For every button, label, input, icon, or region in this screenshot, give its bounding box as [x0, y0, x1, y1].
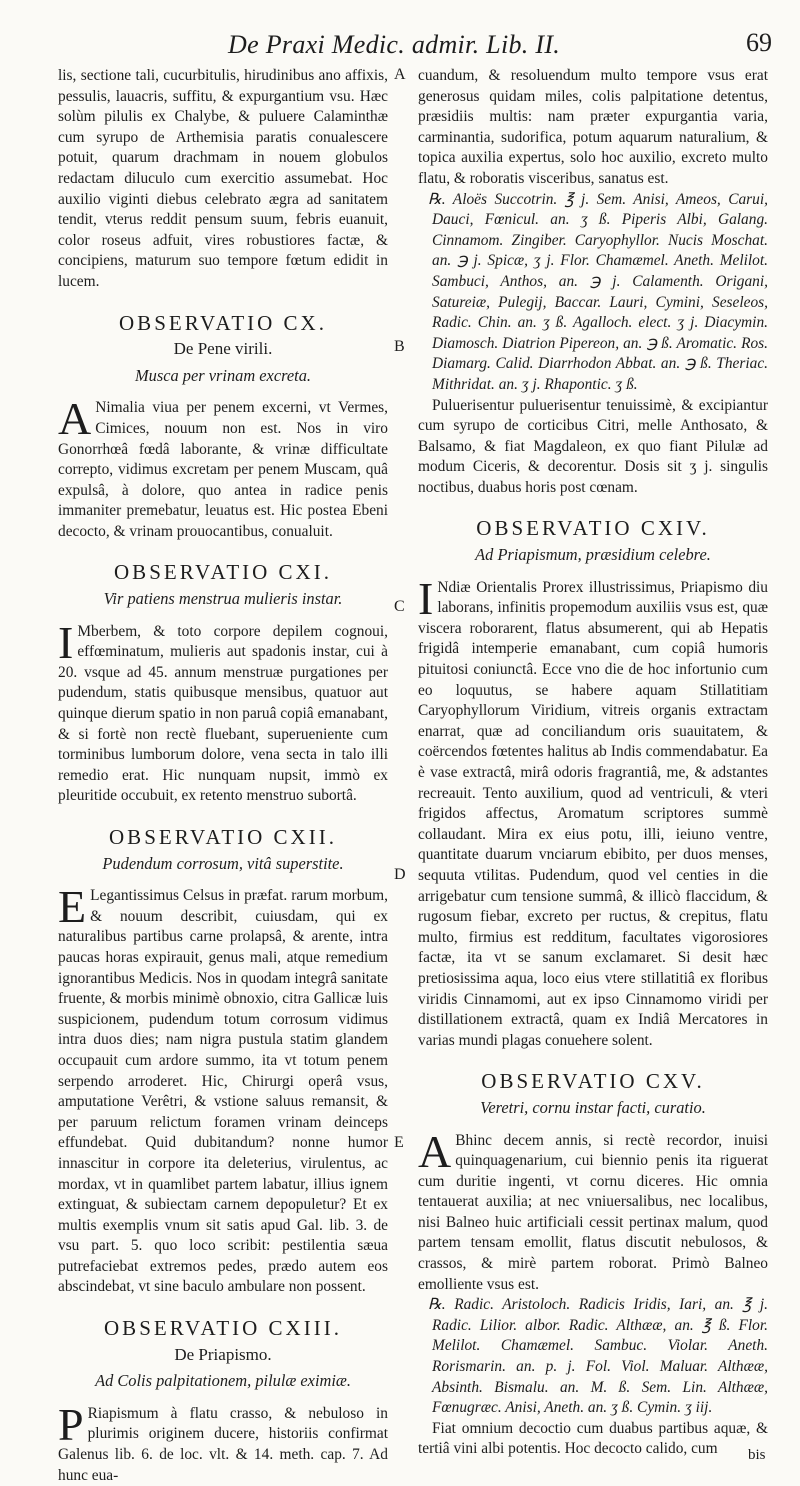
- observation-113-heading: Ad Colis palpitationem, pilulæ eximiæ.: [95, 1371, 351, 1391]
- observation-111-heading: Vir patiens menstrua mulieris instar.: [103, 589, 343, 609]
- observation-115-text: Bhinc decem annis, si rectè recordor, inuisi quinquagenarium, cui biennio penis ita riguerat cum duritie ingenti, vt cornu diceres. Hic omnia tentauerat auxilia; at nec vniuersalibus, nec localibus, nisi Balneo huic artificiali cessit pertinax malum, quod partem tensam emollit, flatus discutit nebulosos, & crassos, & mirè partem roborat. Primò Balneo emolliente vsus est.: [418, 1131, 768, 1293]
- recipe-preparation: Puluerisentur puluerisentur tenuissimè, & excipiantur cum syrupo de corticibus Citri, melle Anthosato, & Balsamo, & fiat Magdaleon, ex quo fiant Pilulæ ad modum Ciceris, & decorentur. Dosis sit ʒ j. singulis noctibus, duabus horis post cœnam.: [418, 396, 768, 496]
- observation-110-text: Nimalia viua per penem excerni, vt Vermes, Cimices, nouum non est. Nos in viro Gonorrhœâ fœdâ laborante, & vrinæ difficultate correpto, vidimus excretam per penem Muscam, quâ expulsâ, à dolore, quo antea in radice penis immaniter premebatur, leuatus est. Hic postea Ebeni decocto, & vrinam prouocantibus, conualuit.: [58, 399, 388, 540]
- margin-letter-a: A: [394, 66, 406, 83]
- observation-114-title: OBSERVATIO CXIV.: [476, 516, 710, 541]
- dropcap: I: [58, 616, 74, 668]
- observation-112-heading: Pudendum corrosum, vitâ superstite.: [102, 853, 344, 873]
- observation-115-closing: Fiat omnium decoctio cum duabus partibus aquæ, & tertiâ vini albi potentis. Hoc decocto calido, cum: [418, 1419, 768, 1458]
- observation-112-body: [58, 881, 388, 1298]
- observation-115-heading: Veretri, cornu instar facti, curatio.: [480, 1097, 706, 1117]
- catchword: bis: [748, 1447, 766, 1463]
- recipe-pills: ℞. Aloës Succotrin. ℥ j. Sem. Anisi, Ameos, Carui, Dauci, Fœnicul. an. ʒ ß. Piperis Albi, Galang. Cinnamom. Zingiber. Caryophyllor. Nucis Moschat. an. ℈ j. Spicæ, ʒ j. Flor. Chamæmel. Aneth. Melilot. Sambuci, Anthos, an. ℈ j. Calamenth. Origani, Satureiæ, Pulegij, Baccar. Lauri, Cymini, Seseleos, Radic. Chin. an. ʒ ß. Agalloch. elect. ʒ j. Diacymin. Diamosch. Diatrion Pipereon, an. ℈ ß. Aromatic. Ros. Diamarg. Calid. Diarrhodon Abbat. an. ℈ ß. Theriac. Mithridat. an. ʒ j. Rhapontic. ʒ ß.: [428, 190, 768, 393]
- observation-111-title: OBSERVATIO CXI.: [114, 560, 332, 585]
- observation-111-body: [58, 616, 388, 807]
- dropcap: A: [58, 393, 92, 445]
- observation-111-text: Mberbem, & toto corpore depilem cognoui, effœminatum, mulieris aut spadonis instar, cui à 20. vsque ad 45. annum menstruæ purgationes per pudendum, statis quibusque mensibus, quatuor aut quinque dierum spatio in non paruâ copiâ emanabant, & si fortè non rectè fluebant, superueniente cum torminibus lumborum dolore, vena secta in talo illi remedio erat. Hic nunquam nupsit, immò ex pleuritide occubuit, ex retento menstruo subortâ.: [58, 622, 388, 805]
- margin-letter-e: E: [394, 1134, 404, 1151]
- left-column: [58, 66, 388, 1486]
- margin-letter-b: B: [394, 338, 405, 355]
- observation-115-body: [418, 1125, 768, 1296]
- observation-113-text: Riapismum à flatu crasso, & nebuloso in plurimis originem ducere, historiis confirmat Galenus lib. 6. de loc. vlt. & 14. meth. cap. 7. Ad hunc eua-: [58, 1404, 388, 1484]
- observation-112-text: Legantissimus Celsus in præfat. rarum morbum, & nouum describit, cuiusdam, qui ex naturalibus partibus carne prolapsâ, & arente, intra paucas horas expirauit, genus mali, atque remedium ignorantibus Medicis. Nos in quodam integrâ sanitate fruente, & morbis minimè obnoxio, citra Gallicæ luis suspicionem, pudendum totum corrosum vidimus intra duos dies; nam nigra pustula statim glandem occupauit cum ardore summo, ita vt totum penem serpendo arroderet. Hic, Chirurgi operâ vsus, amputatione Verêtri, & vstione saluus remansit, & per paruum relictum foramen vrinam deinceps effundebat. Quid dubitandum? nonne humor innascitur in corpore ita deleterius, virulentus, ac mordax, vt in quamlibet partem labatur, illius ignem extinguat, & subiectam carnem depopuletur? Et ex multis exemplis vnum sit satis apud Gal. lib. 3. de vsu part. 5. quo loco scribit: pestilentia sæua putrefaciebat extremos pedes, prædo autem eos abscindebat, vt sine baculo ambulare non possent.: [58, 887, 388, 1296]
- observation-113-subtitle: De Priapismo.: [174, 1344, 272, 1364]
- dropcap: I: [418, 572, 434, 624]
- observation-114-body: [418, 572, 768, 1052]
- right-intro-text: cuandum, & resoluendum multo tempore vsus erat generosus quidam miles, colis palpitatione detentus, præsidiis multis: nam præter expurgantia varia, carminantia, sudorifica, potum aquarum naturalium, & topica auxilia expertus, solo hoc auxilio, excreto multo flatu, & roboratis visceribus, sanatus est.: [418, 67, 768, 187]
- observation-110-body: [58, 393, 388, 542]
- observation-114-text: Ndiæ Orientalis Prorex illustrissimus, Priapismo diu laborans, infinitis propemodum auxiliis vsus est, quæ viscera roborarent, flatus absumerent, qui ab Hepatis frigidâ intemperie emanabant, cum copiâ humoris pituitosi coniunctâ. Ecce vno die de hoc infortunio cum eo loquutus, se habere aquam Stillatitiam Caryophyllorum Viridium, vitreis organis extractam enarrat, quæ ad conciliandum oris suauitatem, & coërcendos fœtentes halitus ab Indis commendabatur. Ea è vase extractâ, mirâ odoris fragrantiâ, me, & adstantes recreauit. Tento auxilium, quod ad ventriculi, & vteri frigidos affectus, Aromatum scriptores summè collaudant. Mira ex eius potu, illi, ieiuno ventre, quantitate duarum vnciarum ebibito, per duos menses, sequuta vtilitas. Pudendum, quod vel centies in die arrigebatur cum tensione summâ, & illicò flaccidum, & rugosum fiebar, excreto per ructus, & crepitus, flatu multo, firmius est redditum, facultates vigorosiores factæ, ita vt se sanum exclamaret. Si desit hæc pretiosissima aqua, loco eius vtere stillatitiâ ex floribus viridis Cinnamomi, aut ex ipso Cinnamomo viridi per distillationem extractâ, quam ex Indiâ Mercatores in varias mundi plagas conuehere solent.: [418, 578, 768, 1049]
- observation-114-heading: Ad Priapismum, præsidium celebre.: [475, 545, 711, 565]
- observation-110-heading: Musca per vrinam excreta.: [135, 365, 311, 385]
- margin-letter-d: D: [394, 866, 406, 883]
- dropcap: P: [58, 1398, 84, 1450]
- observation-113-title: OBSERVATIO CXIII.: [104, 1316, 342, 1341]
- observation-110-subtitle: De Pene virili.: [173, 339, 273, 359]
- dropcap: A: [418, 1125, 452, 1177]
- recipe-bath: ℞. Radic. Aristoloch. Radicis Iridis, Iari, an. ℥ j. Radic. Lilior. albor. Radic. Althææ, an. ℥ ß. Flor. Melilot. Chamæmel. Sambuc. Violar. Aneth. Rorismarin. an. p. j. Fol. Viol. Maluar. Althææ, Absinth. Bismalu. an. M. ß. Sem. Lin. Althææ, Fœnugræc. Anisi, Aneth. an. ʒ ß. Cymin. ʒ iij.: [428, 1296, 768, 1417]
- left-intro-text: lis, sectione tali, cucurbitulis, hirudinibus ano affixis, pessulis, lauacris, suffitu, & expurgantium vsu. Hæc solùm pilulis ex Chalybe, & puluere Calaminthæ cum syrupo de Arthemisia paratis conualescere potuit, quarum drachmam in nouem globulos redactam diluculo cum exercitio assumebat. Hoc auxilio viginti diebus celebrato ægra ad sanitatem tendit, vterus reddit pensum suum, febris euanuit, color roseus adfuit, vires robustiores factæ, & concipiens, maturum suo tempore fœtum edidit in lucem.: [58, 67, 388, 290]
- page-number: 69: [746, 28, 772, 57]
- observation-115-title: OBSERVATIO CXV.: [481, 1069, 705, 1094]
- right-column: [418, 66, 768, 1460]
- observation-113-body: [58, 1398, 388, 1486]
- dropcap: E: [58, 881, 87, 933]
- running-title: De Praxi Medic. admir. Lib. II.: [228, 30, 561, 59]
- observation-110-title: OBSERVATIO CX.: [119, 310, 327, 335]
- margin-letter-c: C: [394, 598, 405, 615]
- running-head: [0, 30, 800, 66]
- observation-112-title: OBSERVATIO CXII.: [109, 825, 337, 849]
